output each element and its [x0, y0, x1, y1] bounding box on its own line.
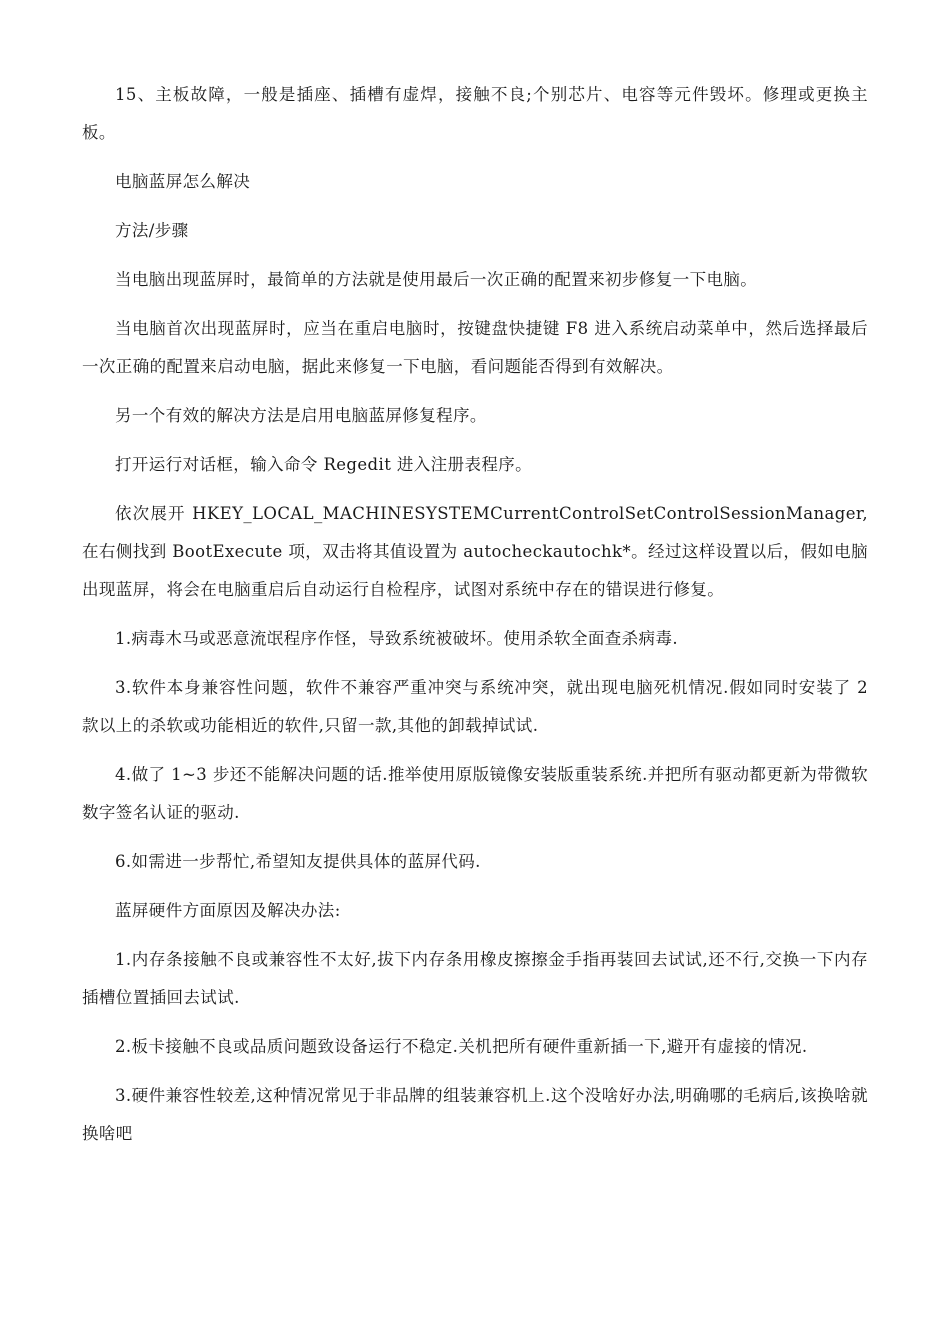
paragraph-regedit: 打开运行对话框，输入命令 Regedit 进入注册表程序。 — [115, 455, 533, 474]
paragraph-registry-path: 依次展开 HKEY_LOCAL_MACHINESYSTEMCurrentControlSetControlSessionManager,在右侧找到 BootExecute 项，双击将其值设置为 autocheckautochk*。经过这样设置以后，假如电脑出现蓝屏，将会在电脑重启后自动运行自检程序，试图对系统中存在的错误进行修复。 — [82, 504, 868, 599]
list-item-virus: 1.病毒木马或恶意流氓程序作怪，导致系统被破坏。使用杀软全面查杀病毒. — [115, 629, 678, 648]
list-item-bluescreen-code: 6.如需进一步帮忙,希望知友提供具体的蓝屏代码. — [115, 852, 481, 871]
heading-bluescreen-solution: 电脑蓝屏怎么解决 — [115, 172, 251, 191]
list-item-software-compat: 3.软件本身兼容性问题，软件不兼容严重冲突与系统冲突，就出现电脑死机情况.假如同时安装了 2 款以上的杀软或功能相近的软件,只留一款,其他的卸载掉试试. — [82, 678, 868, 735]
list-item-board-card: 2.板卡接触不良或品质问题致设备运行不稳定.关机把所有硬件重新插一下,避开有虚接的情况. — [115, 1037, 808, 1056]
paragraph-mainboard-fault: 15、主板故障，一般是插座、插槽有虚焊，接触不良;个别芯片、电容等元件毁坏。修理或更换主板。 — [82, 85, 868, 142]
paragraph-repair-program: 另一个有效的解决方法是启用电脑蓝屏修复程序。 — [115, 406, 487, 425]
heading-hardware-causes: 蓝屏硬件方面原因及解决办法: — [115, 901, 341, 920]
heading-method-steps: 方法/步骤 — [115, 221, 189, 240]
paragraph-f8-boot-menu: 当电脑首次出现蓝屏时，应当在重启电脑时，按键盘快捷键 F8 进入系统启动菜单中，然后选择最后一次正确的配置来启动电脑，据此来修复一下电脑，看问题能否得到有效解决。 — [82, 319, 868, 376]
list-item-reinstall-system: 4.做了 1~3 步还不能解决问题的话.推举使用原版镜像安装版重装系统.并把所有驱动都更新为带微软数字签名认证的驱动. — [82, 765, 868, 822]
list-item-hardware-compat: 3.硬件兼容性较差,这种情况常见于非品牌的组装兼容机上.这个没啥好办法,明确哪的毛病后,该换啥就换啥吧 — [82, 1086, 869, 1143]
paragraph-last-known-good: 当电脑出现蓝屏时，最简单的方法就是使用最后一次正确的配置来初步修复一下电脑。 — [115, 270, 758, 289]
list-item-memory: 1.内存条接触不良或兼容性不太好,拔下内存条用橡皮擦擦金手指再装回去试试,还不行,交换一下内存插槽位置插回去试试. — [82, 950, 868, 1007]
